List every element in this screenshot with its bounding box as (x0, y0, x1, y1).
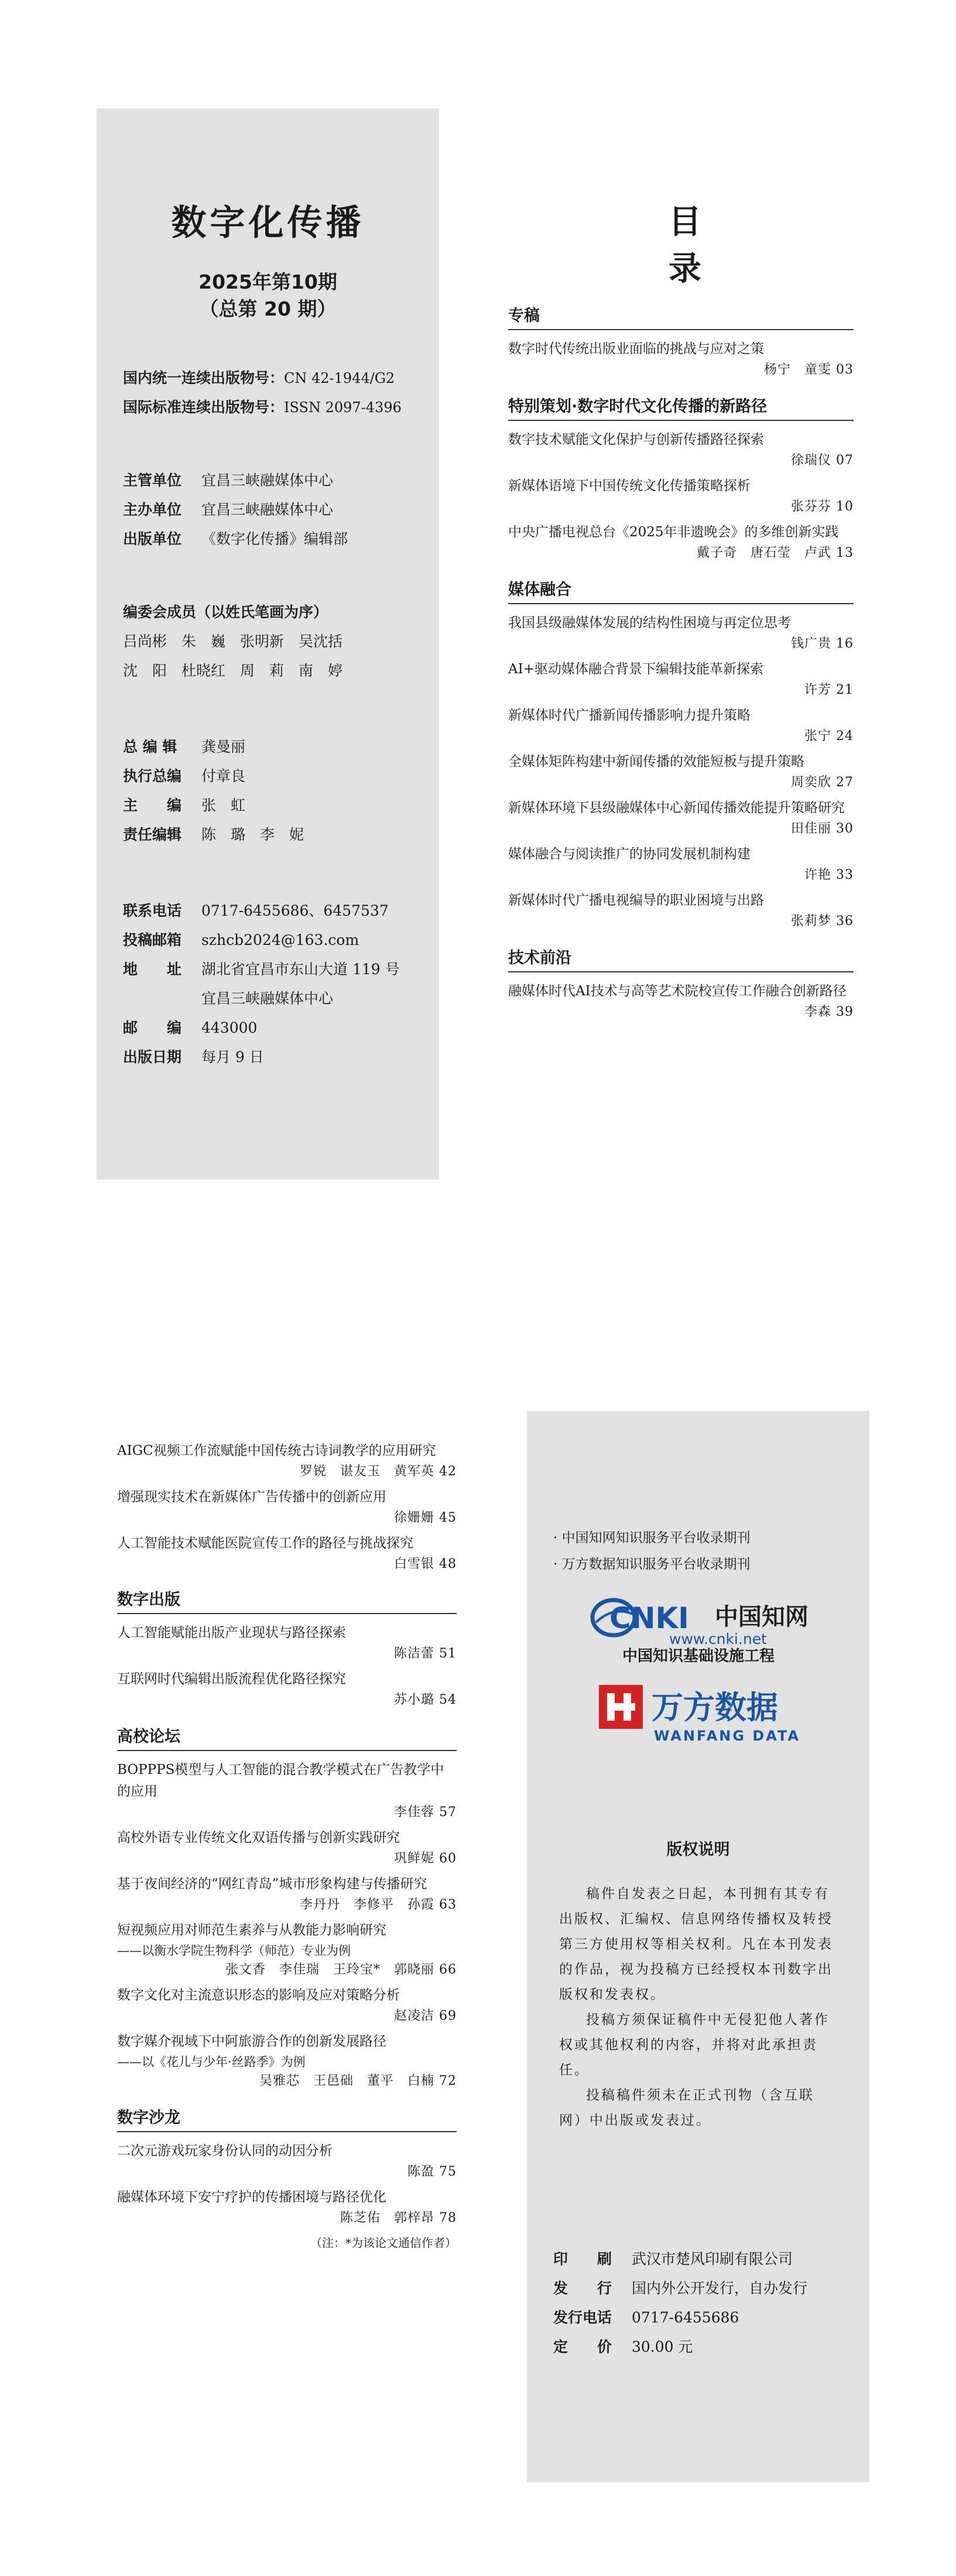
article-title: 融媒体时代AI技术与高等艺术院校宣传工作融合创新路径 (508, 984, 847, 999)
editor (123, 791, 413, 820)
print-info-value: 武汉市楚风印刷有限公司 (632, 2250, 793, 2267)
toc-article (508, 338, 854, 380)
toc-article (117, 1759, 457, 1823)
serial-numbers (123, 364, 413, 422)
article-title: 媒体融合与阅读推广的协同发展机制构建 (508, 847, 751, 862)
section-heading: 特别策划·数字时代文化传播的新路径 (508, 395, 854, 421)
copyright-paragraph: 投稿稿件须未在正式刊物（含互联网）中出版或发表过。 (559, 2088, 814, 2128)
toc-article (117, 1920, 457, 1980)
article-authors-page: 陈洁蕾 51 (394, 1646, 457, 1661)
masthead-panel (97, 108, 439, 1180)
wanfang-logo-graphic (593, 1682, 804, 1746)
article-title: 互联网时代编辑出版流程优化路径探究 (117, 1671, 346, 1687)
cn-value: CN 42-1944/G2 (284, 370, 395, 386)
article-authors-page: 张文香 李佳瑞 王玲宝* 郭晓丽 66 (225, 1962, 457, 1977)
article-title: 人工智能赋能出版产业现状与路径探索 (117, 1625, 346, 1640)
article-authors-page: 陈芝佑 郭梓昂 78 (340, 2211, 457, 2225)
article-authors-page: 许艳 33 (804, 868, 854, 882)
print-info (553, 2303, 843, 2332)
issue-total: （总第 20 期） (199, 297, 337, 320)
article-authors-page: 苏小璐 54 (394, 1693, 457, 1707)
section-heading: 技术前沿 (508, 947, 854, 972)
article-title: 高校外语专业传统文化双语传播与创新实践研究 (117, 1830, 400, 1845)
contact (123, 955, 413, 984)
toc-article (117, 1873, 457, 1915)
magazine-title: 数字化传播 (171, 203, 365, 244)
editor-value: 张 虹 (201, 797, 246, 814)
cnki-cn-name: 中国知网 (714, 1603, 808, 1630)
editor (123, 762, 413, 791)
toc-article (508, 705, 854, 746)
toc-article (508, 522, 854, 563)
print-info (553, 2332, 843, 2362)
contact-label: 投稿邮箱 (123, 931, 182, 948)
section-heading: 数字沙龙 (117, 2106, 457, 2132)
editor-value: 陈 璐 李 妮 (201, 826, 304, 843)
print-info-value: 0717-6455686 (632, 2309, 739, 2326)
copyright-panel (527, 1411, 869, 2482)
toc-page-2 (117, 1440, 457, 2253)
wanfang-logo (553, 1682, 843, 1749)
article-title: 短视频应用对师范生素养与从教能力影响研究 (117, 1923, 386, 1938)
database-item: · 万方数据知识服务平台收录期刊 (553, 1557, 751, 1572)
article-authors-page: 戴子奇 唐石莹 卢武 13 (697, 546, 854, 560)
toc-article (117, 1622, 457, 1664)
article-subtitle: ——以衡水学院生物科学（师范）专业为例 (117, 1944, 351, 1958)
toc-article (508, 612, 854, 654)
article-title: AI+驱动媒体融合背景下编辑技能革新探索 (508, 662, 763, 677)
contact (123, 1013, 413, 1043)
print-info-label: 发 行 (553, 2280, 612, 2297)
toc-article (508, 981, 854, 1022)
article-title: 二次元游戏玩家身份认同的动因分析 (117, 2143, 333, 2159)
article-title: 数字媒介视域下中阿旅游合作的创新发展路径 (117, 2034, 386, 2049)
toc-article (117, 1440, 457, 1482)
article-title: 新媒体语境下中国传统文化传播策略探析 (508, 478, 751, 494)
editor-value: 龚曼丽 (201, 738, 246, 755)
cnki-logo (553, 1594, 843, 1667)
toc-article (508, 475, 854, 517)
editorial-board (123, 598, 413, 686)
article-title: 数字文化对主流意识形态的影响及应对策略分析 (117, 1988, 400, 2003)
article-authors-page: 钱广贵 16 (791, 636, 854, 651)
toc-continued-articles (117, 1440, 457, 1574)
contact-label: 出版日期 (123, 1049, 182, 1066)
toc-article (117, 1669, 457, 1710)
section-heading: 数字出版 (117, 1588, 457, 1614)
article-authors-page: 陈盈 75 (407, 2164, 457, 2179)
article-authors-page: 徐瑞仪 07 (791, 453, 854, 468)
wanfang-mark-bar (607, 1693, 615, 1721)
database-list (553, 1525, 843, 1578)
org-label: 出版单位 (123, 530, 182, 547)
editor-value: 付章良 (201, 768, 246, 785)
editors-block (123, 732, 413, 849)
article-title: BOPPPS模型与人工智能的混合教学模式在广告教学中的应用 (117, 1762, 444, 1799)
org (123, 495, 413, 525)
issue-line: 2025年第10期 (198, 270, 337, 293)
toc-article (117, 2140, 457, 2182)
org-label: 主办单位 (123, 501, 182, 518)
copyright-title: 版权说明 (666, 1841, 730, 1859)
article-authors-page: 吴雅芯 王邑础 董平 白楠 72 (259, 2074, 457, 2088)
address-continued (123, 984, 413, 1013)
print-info-label: 发行电话 (553, 2309, 612, 2326)
article-authors-page: 白雪银 48 (394, 1557, 457, 1571)
article-authors-page: 张莉梦 36 (791, 914, 854, 929)
article-authors-page: 张宁 24 (804, 729, 854, 744)
article-title: 数字时代传统出版业面临的挑战与应对之策 (508, 341, 764, 357)
database-item: · 中国知网知识服务平台收录期刊 (553, 1530, 751, 1546)
section-heading: 专稿 (508, 304, 854, 330)
toc-title: 目 录 (669, 203, 804, 288)
article-authors-page: 许芳 21 (804, 683, 854, 697)
article-title: 人工智能技术赋能医院宣传工作的路径与挑战探究 (117, 1536, 413, 1551)
editor-label: 执行总编 (123, 768, 182, 785)
issn-label: 国际标准连续出版物号： (123, 399, 285, 416)
print-info-label: 印 刷 (553, 2250, 612, 2267)
toc-article (508, 659, 854, 700)
toc-page-1 (508, 304, 854, 1027)
wanfang-en-name: WANFANG DATA (653, 1728, 800, 1744)
article-authors-page: 李森 39 (804, 1005, 854, 1019)
article-title: AIGC视频工作流赋能中国传统古诗词教学的应用研究 (117, 1443, 436, 1458)
toc-article (117, 1827, 457, 1869)
cnki-url: www.cnki.net (669, 1630, 767, 1647)
toc-section (508, 947, 854, 1022)
article-authors-page: 罗锐 谌友玉 黄军英 42 (300, 1464, 457, 1479)
article-title: 中央广播电视总台《2025年非遗晚会》的多维创新实践 (508, 525, 839, 540)
article-authors-page: 巩鲜妮 60 (394, 1851, 457, 1866)
contact-value: 443000 (201, 1019, 258, 1036)
cn-label: 国内统一连续出版物号： (123, 369, 285, 386)
editor-label: 主 编 (123, 797, 182, 814)
toc-section (508, 395, 854, 563)
copyright-text (553, 1882, 843, 2133)
article-title: 我国县级融媒体发展的结构性困境与再定位思考 (508, 615, 791, 631)
contact-value: 每月 9 日 (201, 1049, 264, 1066)
article-authors-page: 田佳丽 30 (791, 821, 854, 836)
contact-label: 邮 编 (123, 1019, 182, 1036)
article-title: 新媒体时代广播新闻传播影响力提升策略 (508, 708, 751, 723)
board-row: 吕尚彬 朱 巍 张明新 吴沈括 (123, 633, 343, 650)
org (123, 525, 413, 554)
cn-row (123, 364, 413, 393)
board-members (123, 627, 413, 686)
article-authors-page: 李佳蓉 57 (394, 1805, 457, 1820)
contact-value: 0717-6455686、6457537 (201, 902, 389, 919)
cnki-brand-text: CNKI (609, 1601, 689, 1635)
contact-label: 地 址 (123, 961, 182, 978)
toc-sections (117, 1588, 457, 2228)
wanfang-mark-bar (623, 1693, 631, 1721)
copyright-paragraph: 投稿方须保证稿件中无侵犯他人著作权或其他权利的内容，并将对此承担责任。 (559, 2012, 830, 2078)
toc-article (117, 1486, 457, 1528)
article-title: 基于夜间经济的“网红青岛”城市形象构建与传播研究 (117, 1876, 427, 1892)
editor-label: 总 编 辑 (123, 738, 177, 755)
print-info-value: 国内外公开发行，自办发行 (632, 2280, 808, 2297)
print-info (553, 2245, 843, 2362)
organization-block (123, 466, 413, 554)
toc-section (508, 578, 854, 931)
issn-value: ISSN 2097-4396 (284, 399, 402, 416)
article-title: 数字技术赋能文化保护与创新传播路径探索 (508, 432, 764, 447)
toc-section (117, 2106, 457, 2228)
toc-article (117, 1533, 457, 1574)
contact (123, 896, 413, 926)
contact-label: 联系电话 (123, 902, 182, 919)
article-authors-page: 赵凌洁 69 (394, 2009, 457, 2023)
board-label: 编委会成员（以姓氏笔画为序） (123, 604, 328, 621)
section-heading: 媒体融合 (508, 578, 854, 604)
issn-row (123, 393, 413, 422)
article-title: 新媒体环境下县级融媒体中心新闻传播效能提升策略研究 (508, 800, 845, 816)
footnote: （注：*为该论文通信作者） (310, 2236, 457, 2250)
cnki-logo-graphic (587, 1594, 810, 1664)
article-title: 增强现实技术在新媒体广告传播中的创新应用 (117, 1489, 386, 1505)
contact-value: 湖北省宜昌市东山大道 119 号 (201, 961, 400, 978)
address-continued-value: 宜昌三峡融媒体中心 (201, 990, 334, 1007)
copyright-paragraph: 稿件自发表之日起，本刊拥有其专有出版权、汇编权、信息网络传播权及转授第三方使用权等相关权利。凡在本刊发表的作品，视为投稿方已经授权本刊数字出版权和发表权。 (559, 1886, 833, 2002)
toc-article (508, 429, 854, 471)
toc-article (508, 844, 854, 885)
org-label: 主管单位 (123, 472, 182, 489)
article-authors-page: 徐姗姗 45 (394, 1510, 457, 1525)
org-value: 宜昌三峡融媒体中心 (201, 501, 334, 518)
contact-value: szhcb2024@163.com (201, 931, 359, 948)
toc-article (117, 2187, 457, 2228)
toc-section (117, 1588, 457, 1710)
print-info (553, 2245, 843, 2274)
toc-article (508, 797, 854, 839)
article-authors-page: 李丹丹 李修平 孙霞 63 (300, 1897, 457, 1912)
article-authors-page: 周奕欣 27 (791, 775, 854, 790)
editor-label: 责任编辑 (123, 826, 182, 843)
print-info (553, 2274, 843, 2303)
toc-section (117, 1725, 457, 2091)
org (123, 466, 413, 495)
org-value: 《数字化传播》编辑部 (201, 530, 348, 547)
editor (123, 820, 413, 849)
contact-block (123, 896, 413, 1072)
issue-number (123, 269, 413, 323)
contact (123, 1043, 413, 1072)
section-heading: 高校论坛 (117, 1725, 457, 1751)
cnki-slogan: 中国知识基础设施工程 (622, 1647, 775, 1664)
toc-article (508, 890, 854, 931)
toc-section (508, 304, 854, 380)
contact (123, 926, 413, 955)
article-authors-page: 杨宁 童雯 03 (764, 362, 854, 377)
print-info-value: 30.00 元 (632, 2338, 693, 2355)
editor (123, 732, 413, 762)
print-info-label: 定 价 (553, 2338, 612, 2355)
toc-article (508, 751, 854, 793)
article-subtitle: ——以《花儿与少年·丝路季》为例 (117, 2055, 306, 2069)
article-title: 融媒体环境下安宁疗护的传播困境与路径优化 (117, 2190, 386, 2205)
wanfang-cn-name: 万方数据 (651, 1689, 778, 1726)
toc-article (117, 2031, 457, 2091)
article-authors-page: 张芬芬 10 (791, 499, 854, 514)
toc-article (117, 1985, 457, 2026)
article-title: 全媒体矩阵构建中新闻传播的效能短板与提升策略 (508, 754, 804, 769)
article-title: 新媒体时代广播电视编导的职业困境与出路 (508, 893, 764, 908)
org-value: 宜昌三峡融媒体中心 (201, 472, 334, 489)
board-row: 沈 阳 杜晓红 周 莉 南 婷 (123, 662, 343, 679)
